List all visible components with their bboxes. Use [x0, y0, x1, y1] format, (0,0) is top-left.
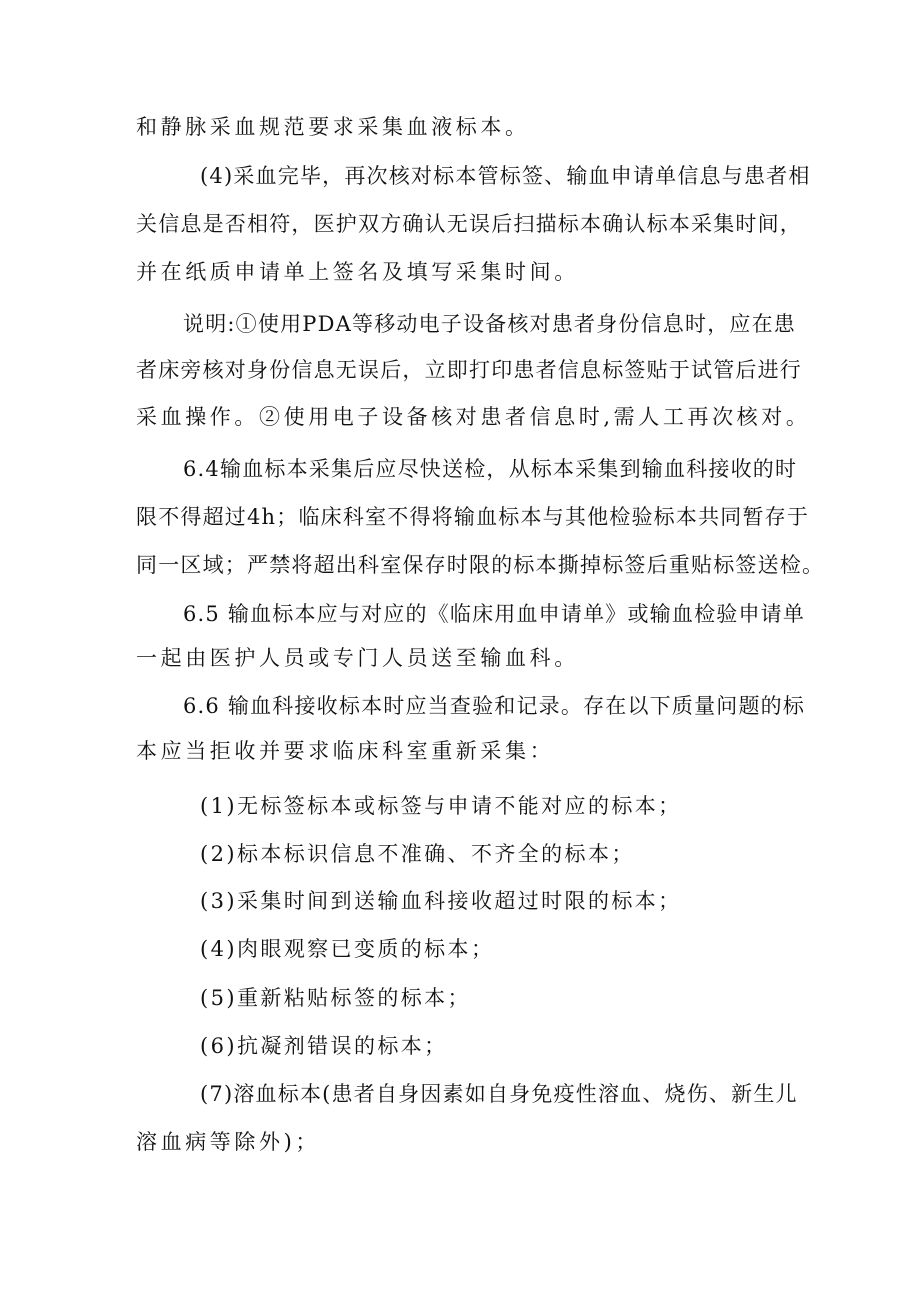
text-line: 说明:①使用PDA等移动电子设备核对患者身份信息时，应在患	[183, 312, 797, 336]
text-line: 关信息是否相符，医护双方确认无误后扫描标本确认标本采集时间，	[136, 212, 802, 236]
text-line: 本应当拒收并要求临床科室重新采集：	[136, 739, 555, 763]
list-item: (5)重新粘贴标签的标本；	[200, 986, 471, 1010]
text-line: 一起由医护人员或专门人员送至输血科。	[136, 646, 579, 670]
text-line: 者床旁核对身份信息无误后，立即打印患者信息标签贴于试管后进行	[136, 358, 802, 382]
text-line: 并在纸质申请单上签名及填写采集时间。	[136, 260, 579, 284]
list-item: (6)抗凝剂错误的标本；	[200, 1034, 448, 1058]
list-item: (2)标本标识信息不准确、不齐全的标本；	[200, 842, 635, 866]
text-line: 6.6 输血科接收标本时应当查验和记录。存在以下质量问题的标	[183, 694, 806, 718]
text-line: (4)采血完毕，再次核对标本管标签、输血申请单信息与患者相	[200, 164, 811, 188]
text-line: 限不得超过4h；临床科室不得将输血标本与其他检验标本共同暂存于	[136, 505, 810, 529]
list-item: (7)溶血标本(患者自身因素如自身免疫性溶血、烧伤、新生儿	[200, 1082, 798, 1106]
list-item: (3)采集时间到送输血科接收超过时限的标本；	[200, 889, 682, 913]
text-line: 6.5 输血标本应与对应的《临床用血申请单》或输血检验申请单	[183, 602, 806, 626]
text-line: 和静脉采血规范要求采集血液标本。	[136, 115, 530, 139]
list-item: (1)无标签标本或标签与申请不能对应的标本；	[200, 794, 682, 818]
text-line: 6.4输血标本采集后应尽快送检，从标本采集到输血科接收的时	[183, 457, 798, 481]
list-item: (4)肉眼观察已变质的标本；	[200, 937, 495, 961]
text-line: 采血操作。②使用电子设备核对患者信息时,需人工再次核对。	[136, 405, 811, 429]
text-line: 溶血病等除外)；	[136, 1130, 320, 1154]
text-line: 同一区域；严禁将超出科室保存时限的标本撕掉标签后重贴标签送检。	[136, 553, 825, 577]
